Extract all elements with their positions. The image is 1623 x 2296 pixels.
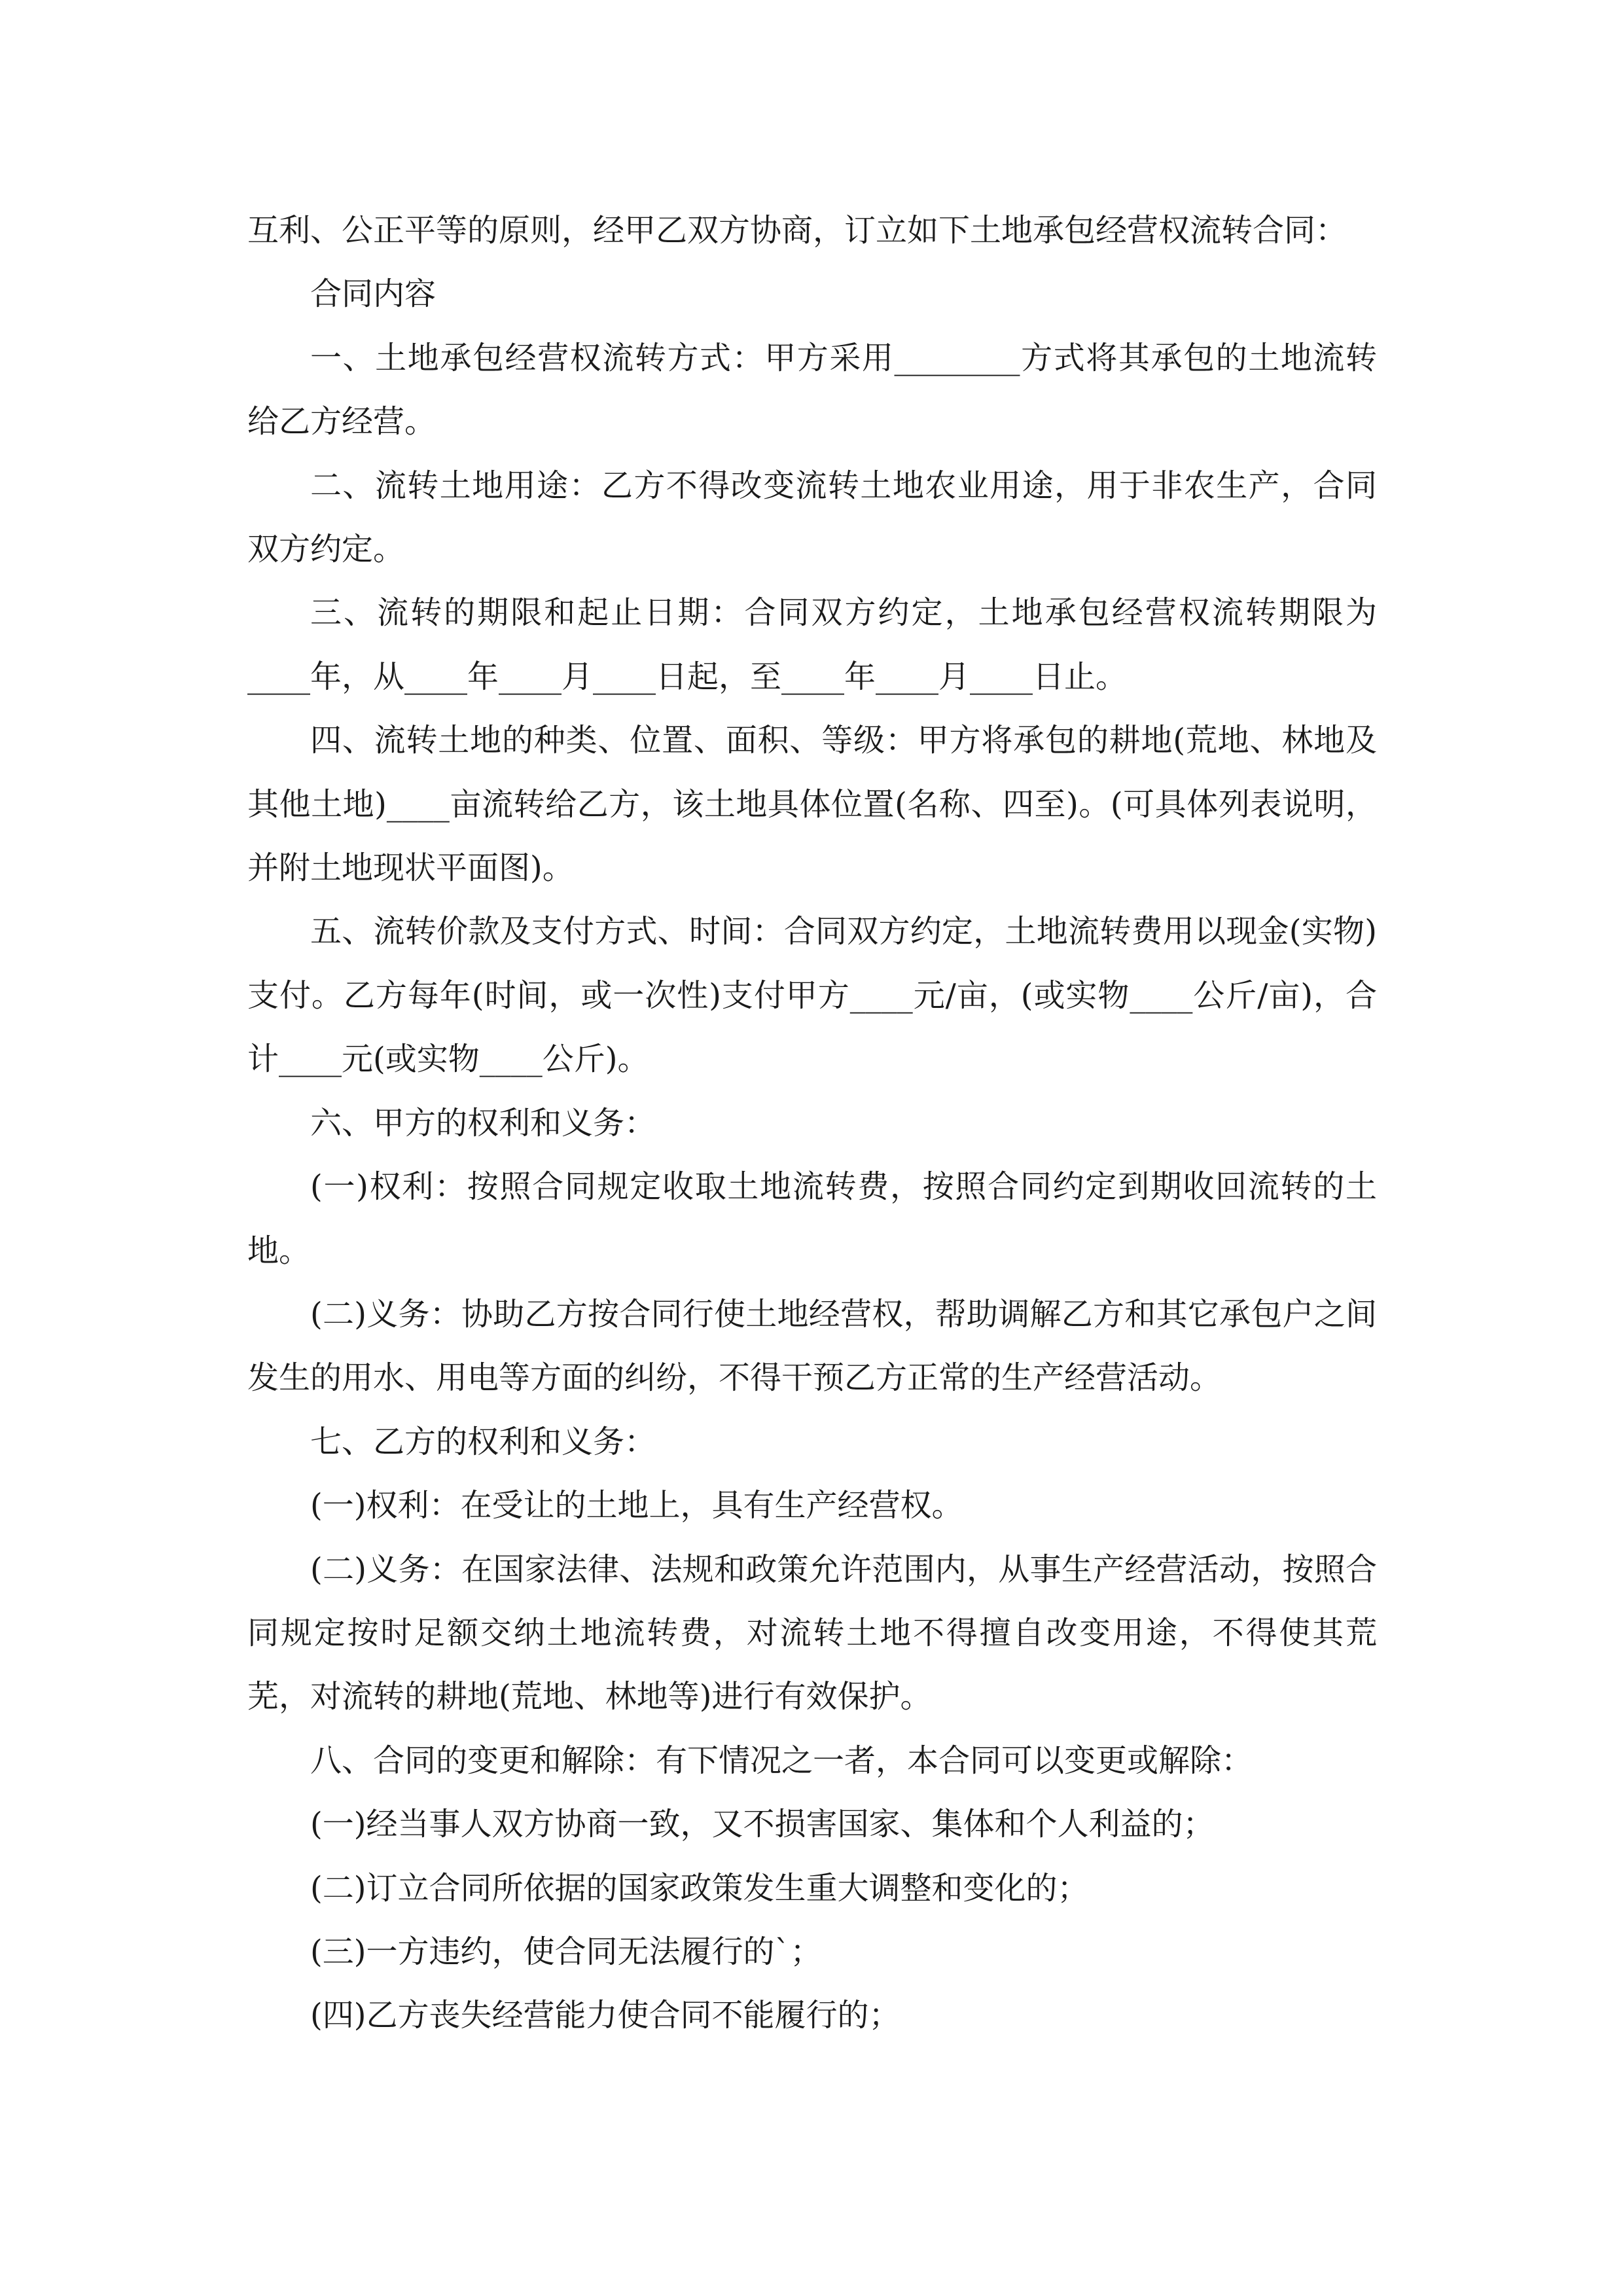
clause-6-party-a-rights: (一)权利：按照合同规定收取土地流转费，按照合同约定到期收回流转的土地。 <box>247 1168 1377 1269</box>
heading-contract-content: 合同内容 <box>310 276 437 313</box>
clause-8-item-1: (一)经当事人双方协商一致，又不损害国家、集体和个人利益的； <box>310 1806 1215 1843</box>
clause-6-party-a-obligations: (二)义务：协助乙方按合同行使土地经营权，帮助调解乙方和其它承包户之间发生的用水、用电等方面的纠纷，不得干预乙方正常的生产经营活动。 <box>247 1295 1377 1397</box>
paragraph-intro: 互利、公正平等的原则，经甲乙双方协商，订立如下土地承包经营权流转合同： <box>247 212 1347 249</box>
clause-6-party-a-heading: 六、甲方的权利和义务： <box>310 1104 656 1141</box>
clause-3-term-dates: 三、流转的期限和起止日期：合同双方约定，土地承包经营权流转期限为____年，从____年____月____日起，至____年____月____日止。 <box>247 594 1377 695</box>
clause-4-land-details: 四、流转土地的种类、位置、面积、等级：甲方将承包的耕地(荒地、林地及其他土地)____亩流转给乙方，该土地具体位置(名称、四至)。(可具体列表说明，并附土地现状平面图)。 <box>247 722 1377 887</box>
clause-7-party-b-rights: (一)权利：在受让的土地上，具有生产经营权。 <box>310 1487 963 1524</box>
contract-body <box>247 199 1377 2048</box>
clause-5-payment: 五、流转价款及支付方式、时间：合同双方约定，土地流转费用以现金(实物)支付。乙方每年(时间，或一次性)支付甲方____元/亩，(或实物____公斤/亩)，合计____元(或实物____公斤)。 <box>247 913 1377 1078</box>
clause-7-party-b-obligations: (二)义务：在国家法律、法规和政策允许范围内，从事生产经营活动，按照合同规定按时足额交纳土地流转费，对流转土地不得擅自改变用途，不得使其荒芜，对流转的耕地(荒地、林地等)进行有效保护。 <box>247 1551 1377 1715</box>
clause-8-item-3: (三)一方违约，使合同无法履行的`； <box>310 1933 822 1970</box>
clause-8-item-4: (四)乙方丧失经营能力使合同不能履行的； <box>310 1997 901 2034</box>
clause-8-change-termination: 八、合同的变更和解除：有下情况之一者，本合同可以变更或解除： <box>310 1742 1253 1779</box>
clause-1-transfer-method: 一、土地承包经营权流转方式：甲方采用________方式将其承包的土地流转给乙方经营。 <box>247 339 1377 440</box>
clause-7-party-b-heading: 七、乙方的权利和义务： <box>310 1423 656 1460</box>
clause-8-item-2: (二)订立合同所依据的国家政策发生重大调整和变化的； <box>310 1869 1089 1907</box>
clause-2-land-use: 二、流转土地用途：乙方不得改变流转土地农业用途，用于非农生产，合同双方约定。 <box>247 467 1377 568</box>
